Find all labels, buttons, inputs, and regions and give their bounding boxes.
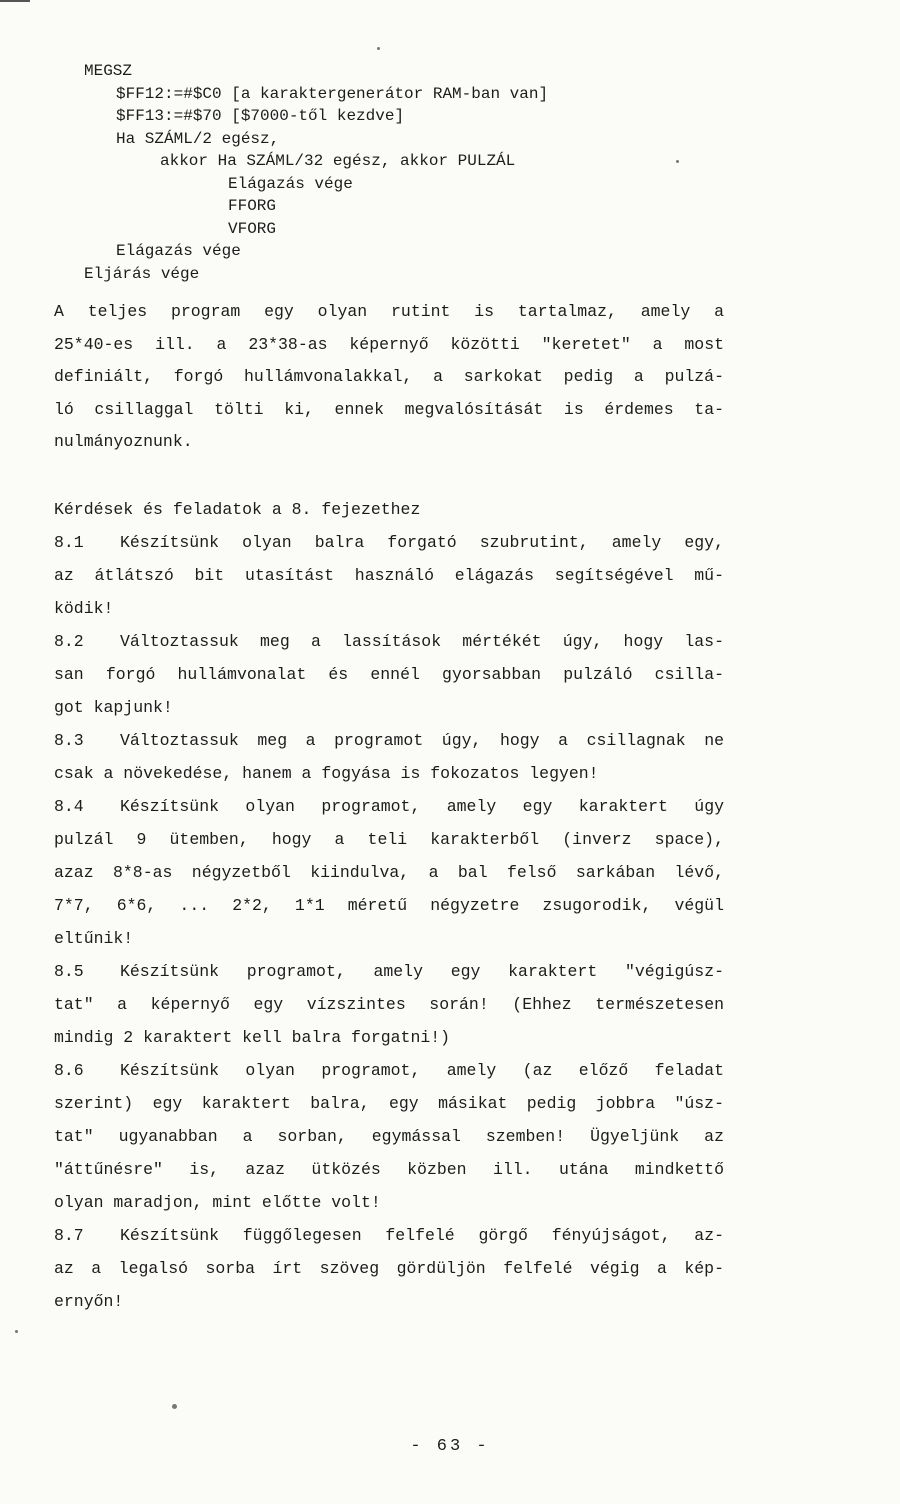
pseudocode-block xyxy=(54,60,754,285)
code-line: Ha SZÁML/2 egész, xyxy=(116,129,280,148)
question-text: Készítsünk olyan programot, amely (az előző feladat xyxy=(120,1061,724,1080)
question-first-line xyxy=(54,724,724,757)
question-item xyxy=(54,625,724,724)
question-line: szerint) egy karaktert balra, egy másikat pedig jobbra "úsz- xyxy=(54,1094,724,1113)
question-item xyxy=(54,1054,724,1219)
code-line: akkor Ha SZÁML/32 egész, akkor PULZÁL xyxy=(160,152,516,170)
question-first-line xyxy=(54,625,724,658)
question-line: azaz 8*8-as négyzetből kiindulva, a bal felső sarkában lévő, xyxy=(54,863,724,882)
question-line: mindig 2 karaktert kell balra forgatni!) xyxy=(54,1028,451,1047)
code-line: Elágazás vége xyxy=(228,174,353,193)
question-line: ködik! xyxy=(54,599,114,618)
question-line: olyan maradjon, mint előtte volt! xyxy=(54,1193,381,1212)
description-paragraph xyxy=(54,296,724,459)
question-number: 8.5 xyxy=(54,962,84,981)
questions-section xyxy=(54,494,724,1318)
scan-edge-mark xyxy=(0,0,30,2)
paragraph-line: A teljes program egy olyan rutint is tartalmaz, amely a xyxy=(54,302,724,321)
question-line: tat" a képernyő egy vízszintes során! (Ehhez természetesen xyxy=(54,995,724,1014)
question-text: Változtassuk meg a lassítások mértékét úgy, hogy las- xyxy=(120,632,724,651)
question-first-line xyxy=(54,526,724,559)
scan-speck xyxy=(377,47,380,50)
question-number: 8.3 xyxy=(54,731,84,750)
question-first-line xyxy=(54,1219,724,1252)
paragraph-line: ló csillaggal tölti ki, ennek megvalósítását is érdemes ta- xyxy=(54,399,724,419)
question-text: Változtassuk meg a programot úgy, hogy a csillagnak ne xyxy=(120,731,724,750)
paragraph-line: 25*40-es ill. a 23*38-as képernyő közötti "keretet" a most xyxy=(54,334,724,354)
question-line: eltűnik! xyxy=(54,929,134,948)
question-line: ernyőn! xyxy=(54,1292,124,1311)
question-text: Készítsünk függőlegesen felfelé görgő fényújságot, az- xyxy=(120,1226,724,1245)
scan-speck xyxy=(15,1330,18,1333)
question-line: san forgó hullámvonalat és ennél gyorsabban pulzáló csilla- xyxy=(54,665,724,684)
question-first-line xyxy=(54,955,724,988)
scan-speck xyxy=(172,1404,177,1409)
question-line: got kapjunk! xyxy=(54,698,173,717)
question-number: 8.2 xyxy=(54,632,84,651)
question-number: 8.6 xyxy=(54,1061,84,1080)
question-first-line xyxy=(54,1054,724,1087)
question-first-line xyxy=(54,790,724,823)
paragraph-line: definiált, forgó hullámvonalakkal, a sarkokat pedig a pulzá- xyxy=(54,367,724,386)
question-line: csak a növekedése, hanem a fogyása is fokozatos legyen! xyxy=(54,764,599,783)
question-line: "áttűnésre" is, azaz ütközés közben ill. utána mindkettő xyxy=(54,1160,724,1179)
question-text: Készítsünk olyan balra forgató szubrutint, amely egy, xyxy=(120,533,724,552)
question-text: Készítsünk olyan programot, amely egy karaktert úgy xyxy=(120,797,724,816)
code-line: FFORG xyxy=(228,197,277,215)
page-number: - 63 - xyxy=(410,1437,490,1456)
section-heading: Kérdések és feladatok a 8. fejezethez xyxy=(54,500,421,519)
question-text: Készítsünk programot, amely egy karaktert "végigúsz- xyxy=(120,962,724,981)
question-number: 8.1 xyxy=(54,533,84,552)
code-line: VFORG xyxy=(228,219,277,238)
code-line: $FF13:=#$70 [$7000-től kezdve] xyxy=(116,107,405,125)
question-line: 7*7, 6*6, ... 2*2, 1*1 méretű négyzetre zsugorodik, végül xyxy=(54,896,724,915)
question-item xyxy=(54,526,724,625)
question-list xyxy=(54,526,724,1318)
question-item xyxy=(54,955,724,1054)
code-line: Elágazás vége xyxy=(116,242,241,260)
question-line: tat" ugyanabban a sorban, egymással szemben! Ügyeljünk az xyxy=(54,1127,724,1146)
question-item xyxy=(54,724,724,790)
code-line: MEGSZ xyxy=(84,62,133,80)
code-line: Eljárás vége xyxy=(84,264,200,283)
paragraph-line: nulmányoznunk. xyxy=(54,432,193,451)
question-line: pulzál 9 ütemben, hogy a teli karakterből (inverz space), xyxy=(54,830,724,849)
question-item xyxy=(54,1219,724,1318)
question-line: az a legalsó sorba írt szöveg gördüljön felfelé végig a kép- xyxy=(54,1259,724,1278)
question-item xyxy=(54,790,724,955)
question-number: 8.4 xyxy=(54,797,84,816)
code-line: $FF12:=#$C0 [a karaktergenerátor RAM-ban van] xyxy=(116,84,549,103)
question-number: 8.7 xyxy=(54,1226,84,1245)
question-line: az átlátszó bit utasítást használó elágazás segítségével mű- xyxy=(54,566,724,585)
